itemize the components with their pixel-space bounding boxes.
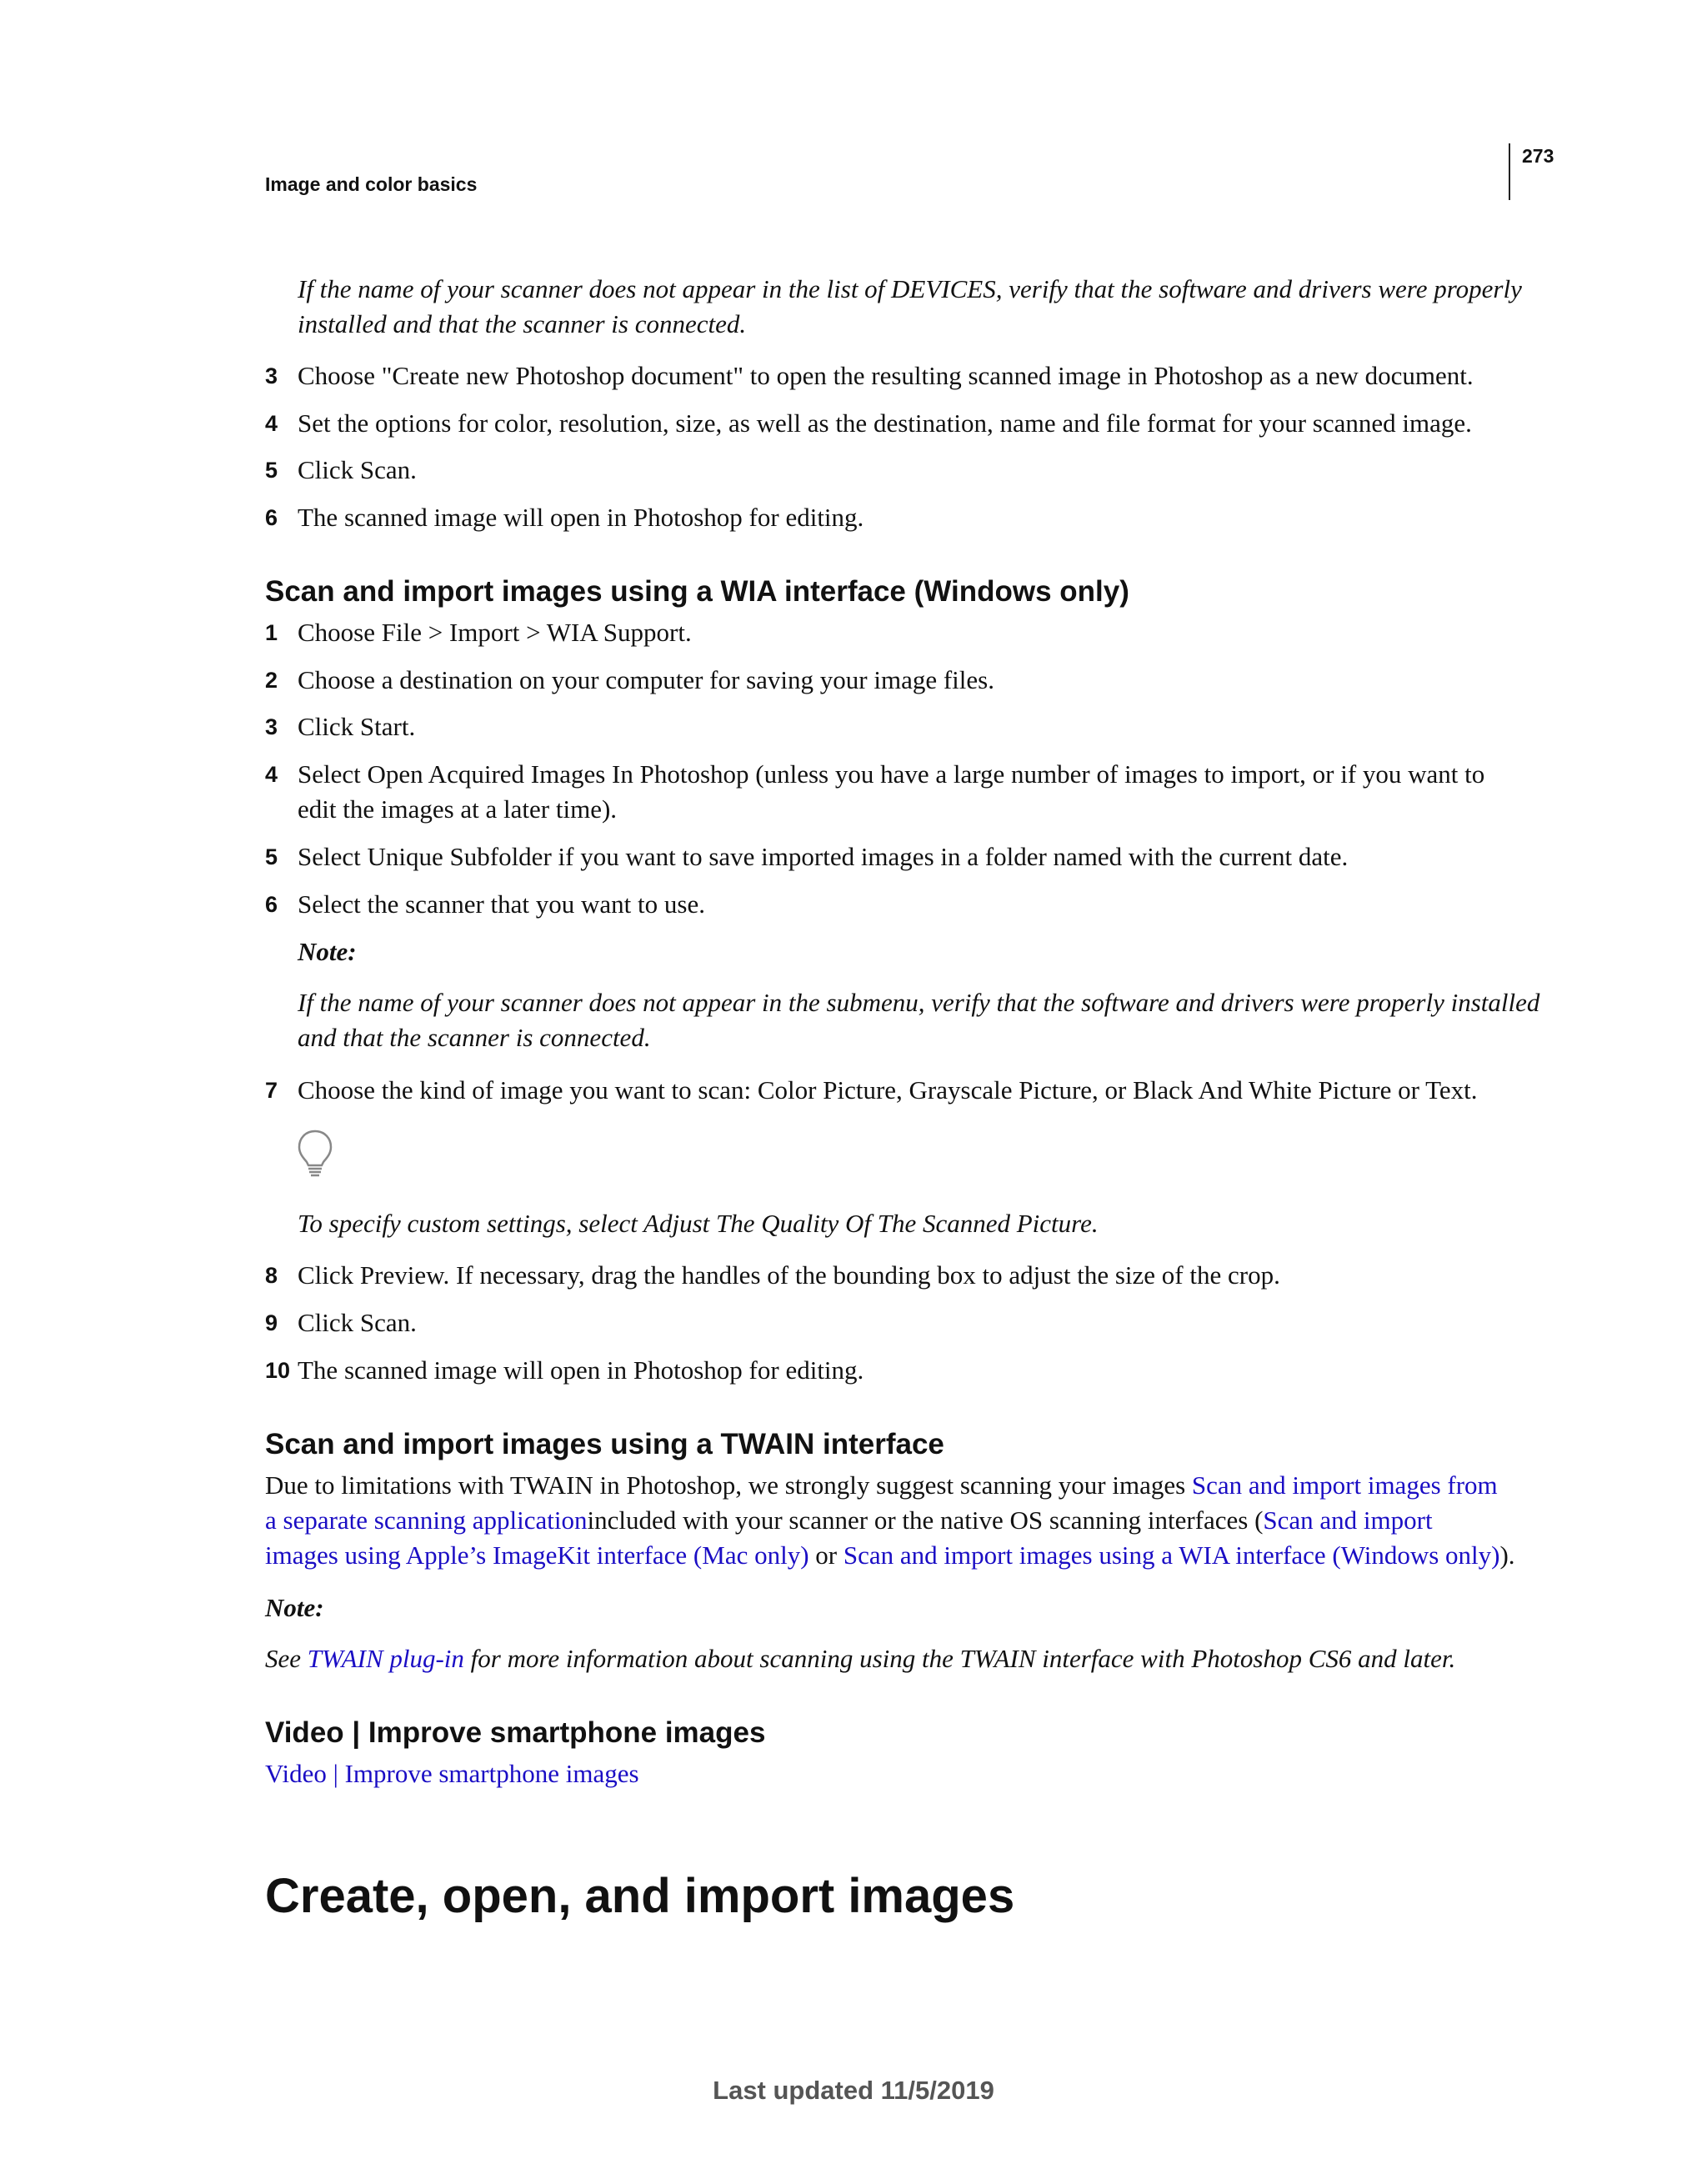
twain-note	[265, 1641, 1455, 1676]
step-number: 5	[265, 458, 278, 483]
paragraph-text: or	[808, 1540, 843, 1570]
step-text: Choose File > Import > WIA Support.	[298, 618, 692, 647]
paragraph-text: ).	[1499, 1540, 1515, 1570]
step-text: Click Scan.	[298, 455, 417, 484]
step-text: The scanned image will open in Photoshop for editing.	[298, 503, 864, 532]
step-text-line-1: Select Open Acquired Images In Photoshop (unless you have a large number of images to import, or if you want to	[298, 759, 1485, 789]
link-imagekit[interactable]: Scan and import	[1263, 1505, 1433, 1535]
step-number: 4	[265, 762, 278, 787]
note-text: See	[265, 1644, 308, 1673]
link-separate-scanning-app[interactable]: Scan and import images from	[1191, 1470, 1498, 1500]
step-text: Select Unique Subfolder if you want to save imported images in a folder named with the current date.	[298, 842, 1349, 871]
twain-paragraph-line-1	[265, 1468, 1498, 1503]
step-number: 3	[265, 714, 278, 739]
step-text: Select the scanner that you want to use.	[298, 889, 705, 919]
page-number: 273	[1522, 145, 1554, 167]
note-line-2: and that the scanner is connected.	[298, 1023, 651, 1052]
step-text: The scanned image will open in Photoshop for editing.	[298, 1355, 864, 1385]
intro-note-line-2: installed and that the scanner is connected.	[298, 309, 747, 338]
step-text: Set the options for color, resolution, size, as well as the destination, name and file format for your scanned image.	[298, 408, 1472, 438]
step-number: 7	[265, 1078, 278, 1103]
link-separate-scanning-app-cont[interactable]: a separate scanning application	[265, 1505, 588, 1535]
step-number: 9	[265, 1310, 278, 1335]
chapter-title: Create, open, and import images	[265, 1869, 1015, 1923]
step-number: 6	[265, 505, 278, 530]
link-video-smartphone[interactable]: Video | Improve smartphone images	[265, 1759, 639, 1788]
section-heading-wia: Scan and import images using a WIA interface (Windows only)	[265, 575, 1129, 608]
step-number: 6	[265, 892, 278, 917]
footer-last-updated: Last updated 11/5/2019	[713, 2076, 994, 2105]
intro-note-line-1: If the name of your scanner does not appear in the list of DEVICES, verify that the software and drivers were properly	[298, 274, 1522, 303]
step-text-line-2: edit the images at a later time).	[298, 794, 618, 824]
link-imagekit-cont[interactable]: images using Apple’s ImageKit interface (Mac only)	[265, 1540, 809, 1570]
step-text: Choose the kind of image you want to scan: Color Picture, Grayscale Picture, or Black And White Picture or Text.	[298, 1075, 1478, 1105]
header-divider	[1509, 143, 1510, 200]
link-wia-interface[interactable]: Scan and import images using a WIA interface (Windows only)	[843, 1540, 1500, 1570]
step-number: 1	[265, 620, 278, 645]
step-number: 5	[265, 844, 278, 869]
step-number: 3	[265, 363, 278, 388]
section-heading-video: Video | Improve smartphone images	[265, 1716, 766, 1749]
running-header: Image and color basics	[265, 173, 478, 195]
paragraph-text: included with your scanner or the native OS scanning interfaces (	[587, 1505, 1264, 1535]
note-label: Note:	[265, 1593, 324, 1622]
step-text: Click Preview. If necessary, drag the handles of the bounding box to adjust the size of the crop.	[298, 1260, 1280, 1290]
link-twain-plugin[interactable]: TWAIN plug-in	[307, 1644, 464, 1673]
tip-text: To specify custom settings, select Adjust The Quality Of The Scanned Picture.	[298, 1209, 1099, 1238]
twain-paragraph-line-2	[265, 1503, 1433, 1538]
note-text: for more information about scanning using the TWAIN interface with Photoshop CS6 and later.	[463, 1644, 1456, 1673]
step-number: 10	[265, 1358, 291, 1383]
paragraph-text: Due to limitations with TWAIN in Photoshop, we strongly suggest scanning your images	[265, 1470, 1192, 1500]
step-number: 8	[265, 1263, 278, 1288]
step-text: Click Scan.	[298, 1308, 417, 1337]
section-heading-twain: Scan and import images using a TWAIN interface	[265, 1428, 944, 1460]
step-text: Choose a destination on your computer for saving your image files.	[298, 665, 994, 694]
twain-paragraph-line-3	[265, 1538, 1515, 1573]
lightbulb-icon	[297, 1129, 333, 1179]
step-number: 2	[265, 668, 278, 693]
note-label: Note:	[298, 937, 357, 966]
video-link-line	[265, 1756, 639, 1791]
step-number: 4	[265, 411, 278, 436]
step-text: Click Start.	[298, 712, 416, 741]
note-line-1: If the name of your scanner does not appear in the submenu, verify that the software and drivers were properly installed	[298, 988, 1540, 1017]
step-text: Choose "Create new Photoshop document" to open the resulting scanned image in Photoshop as a new document.	[298, 361, 1474, 390]
